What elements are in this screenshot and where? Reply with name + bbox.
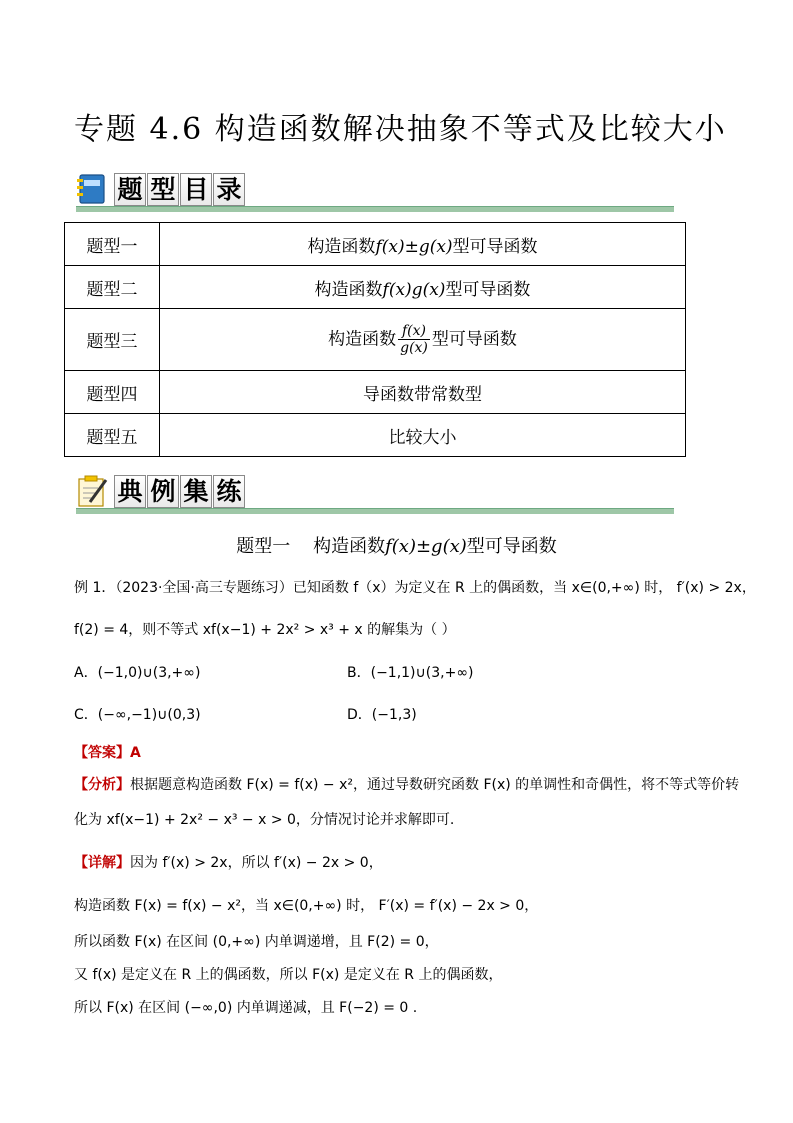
banner-examples (76, 474, 674, 514)
formula: f(x)±g(x) (375, 236, 453, 257)
answer-line (74, 742, 141, 762)
answer-value: A (130, 745, 141, 761)
toc-key: 题型四 (65, 371, 160, 414)
detail-line: 所以函数 F(x) 在区间 (0,+∞) 内单调递增，且 F(2) = 0， (74, 934, 439, 950)
detail-line: 【详解】因为 f′(x) > 2x，所以 f′(x) − 2x > 0， (74, 855, 383, 871)
notepad-pen-icon (76, 474, 112, 508)
section-heading: 题型一 构造函数f(x)±g(x)型可导函数 (236, 536, 557, 557)
banner-char: 集 (180, 475, 212, 508)
toc-key: 题型五 (65, 414, 160, 457)
option-d: D．(−1,3) (347, 707, 417, 723)
analysis-tag: 【分析】 (74, 777, 130, 793)
toc-row[interactable] (65, 371, 686, 414)
formula: f(x)g(x) (382, 279, 446, 300)
banner-char: 典 (114, 475, 146, 508)
toc-row[interactable] (65, 223, 686, 266)
option-c: C．(−∞,−1)∪(0,3) (74, 707, 201, 723)
toc-row[interactable] (65, 266, 686, 309)
banner-underline (76, 508, 674, 514)
analysis-line: 【分析】根据题意构造函数 F(x) = f(x) − x²，通过导数研究函数 F(x) 的单调性和奇偶性，将不等式等价转 (74, 777, 740, 793)
banner-question-types (76, 172, 674, 212)
toc-value: 构造函数f(x)g(x)型可导函数 (160, 266, 686, 309)
formula: f(x)±g(x) (385, 536, 467, 557)
toc-key: 题型三 (65, 309, 160, 371)
option-a: A．(−1,0)∪(3,+∞) (74, 665, 201, 681)
banner-char: 练 (213, 475, 245, 508)
toc-table (64, 222, 686, 457)
answer-tag: 【答案】 (74, 745, 130, 761)
toc-value: 比较大小 (160, 414, 686, 457)
toc-key: 题型一 (65, 223, 160, 266)
detail-line: 构造函数 F(x) = f(x) − x²，当 x∈(0,+∞) 时， F′(x) = f′(x) − 2x > 0， (74, 898, 539, 914)
toc-value: 导函数带常数型 (160, 371, 686, 414)
toc-key: 题型二 (65, 266, 160, 309)
detail-tag: 【详解】 (74, 855, 130, 871)
detail-line: 又 f(x) 是定义在 R 上的偶函数，所以 F(x) 是定义在 R 上的偶函数， (74, 967, 503, 983)
banner-underline (76, 206, 674, 212)
analysis-line: 化为 xf(x−1) + 2x² − x³ − x > 0，分情况讨论并求解即可. (74, 812, 455, 828)
notebook-icon (76, 172, 112, 206)
toc-row[interactable] (65, 309, 686, 371)
banner-char: 例 (147, 475, 179, 508)
example-line: 例 1．（2023·全国·高三专题练习）已知函数 f（x）为定义在 R 上的偶函数，当 x∈(0,+∞) 时， f′(x) > 2x， (74, 580, 756, 596)
fraction: $\frac{f(x)}{g(x)}$ (400, 323, 428, 356)
banner-char: 录 (213, 173, 245, 206)
option-b: B．(−1,1)∪(3,+∞) (347, 665, 474, 681)
banner-char: 型 (147, 173, 179, 206)
toc-row[interactable] (65, 414, 686, 457)
banner-char: 目 (180, 173, 212, 206)
page-title: 专题 4.6 构造函数解决抽象不等式及比较大小 (74, 112, 727, 147)
detail-line: 所以 F(x) 在区间 (−∞,0) 内单调递减，且 F(−2) = 0 . (74, 1000, 418, 1016)
banner-char: 题 (114, 173, 146, 206)
example-line: f(2) = 4，则不等式 xf(x−1) + 2x² > x³ + x 的解集为（ ） (74, 622, 456, 638)
toc-value: 构造函数 $\frac{f(x)}{g(x)}$ 型可导函数 (160, 309, 686, 371)
toc-value: 构造函数f(x)±g(x)型可导函数 (160, 223, 686, 266)
